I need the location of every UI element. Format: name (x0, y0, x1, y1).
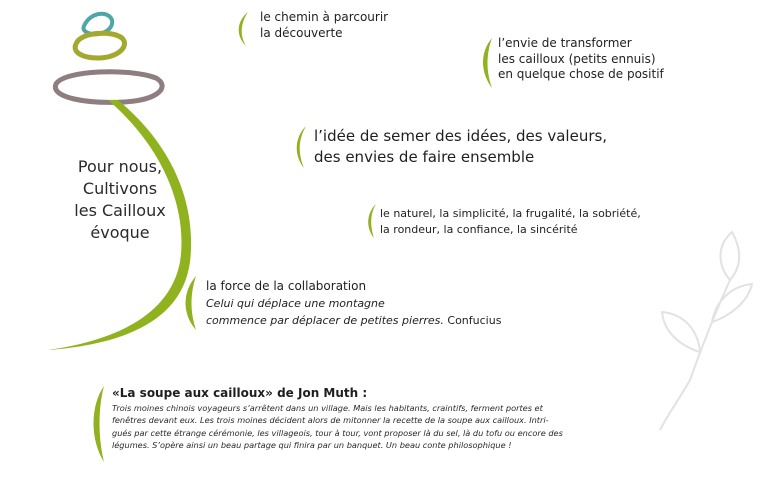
center-caption (70, 156, 170, 244)
item-line: le naturel, la simplicité, la frugalité, la sobriété, (380, 207, 641, 220)
center-line: évoque (90, 223, 150, 242)
force-quote-line: commence par déplacer de petites pierres. (206, 314, 444, 327)
force-author: Confucius (447, 314, 502, 327)
center-line: les Cailloux (74, 201, 166, 220)
stone-olive (75, 33, 124, 58)
accent-mark-chemin (239, 12, 248, 46)
soupe-body (112, 402, 563, 452)
item-line: le chemin à parcourir (260, 10, 389, 24)
item-chemin (260, 10, 388, 41)
soupe-title: «La soupe aux cailloux» de Jon Muth : (112, 386, 368, 400)
item-idee (314, 126, 607, 168)
item-line: la rondeur, la confiance, la sincérité (380, 223, 578, 236)
accent-mark-naturel (368, 204, 376, 238)
accent-mark-soupe (94, 386, 105, 462)
soupe-line: fenêtres devant eux. Les trois moines décident alors de mitonner la recette de la soupe aux cailloux. Intri- (112, 415, 549, 426)
stone-taupe (55, 72, 162, 103)
soupe-line: légumes. S’opère ainsi un beau partage qui finira par un banquet. Un beau conte philosophique ! (112, 440, 512, 451)
accent-mark-envie (483, 38, 492, 88)
soupe-block (112, 386, 563, 452)
item-line: l’envie de transformer (498, 36, 632, 50)
force-title: la force de la collaboration (206, 279, 367, 293)
item-line: en quelque chose de positif (498, 67, 664, 82)
leaf-sprig (660, 232, 752, 430)
item-naturel (380, 206, 641, 238)
item-line: l’idée de semer des idées, des valeurs, (314, 127, 608, 145)
center-line: Cultivons (82, 179, 158, 198)
item-line: la découverte (260, 25, 343, 40)
soupe-line: Trois moines chinois voyageurs s’arrêtent dans un village. Mais les habitants, craintifs, ferment portes et (112, 402, 543, 413)
center-line: Pour nous, (77, 157, 163, 176)
accent-mark-force (186, 276, 197, 330)
soupe-line: gués par cette étrange cérémonie, les villageois, tour à tour, vont proposer là du sel, là du tofu ou encore des (112, 427, 563, 438)
force-quote-line-wrap (206, 312, 501, 329)
item-envie (498, 36, 664, 83)
force-quote-line: Celui qui déplace une montagne (206, 297, 385, 310)
item-force (206, 278, 501, 329)
item-line: des envies de faire ensemble (314, 148, 535, 166)
accent-mark-idee (297, 126, 306, 168)
item-line: les cailloux (petits ennuis) (498, 51, 656, 66)
